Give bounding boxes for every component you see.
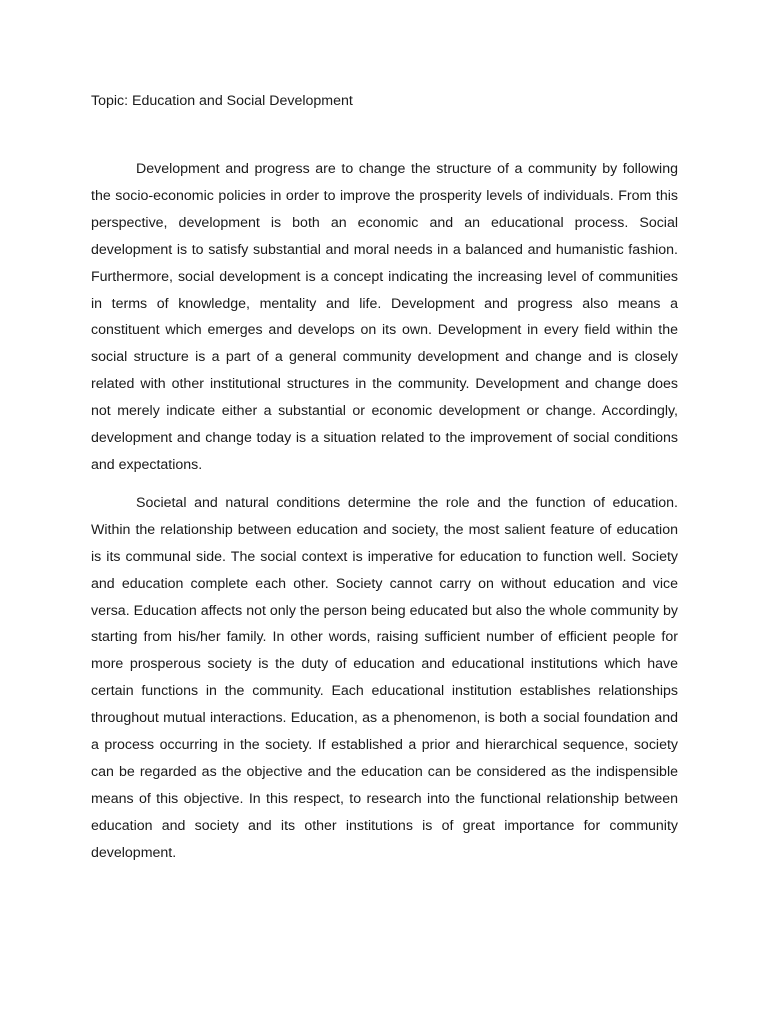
paragraph-development-and-progress: Development and progress are to change the structure of a community by following the socio-economic policies in order to improve the prosperity levels of individuals. From this perspective, development is both an economic and an educational process. Social development is to satisfy substantial and moral needs in a balanced and humanistic fashion. Furthermore, social development is a concept indicating the increasing level of communities in terms of knowledge, mentality and life. Development and progress also means a constituent which emerges and develops on its own. Development in every field within the social structure is a part of a general community development and change and is closely related with other institutional structures in the community. Development and change does not merely indicate either a substantial or economic development or change. Accordingly, development and change today is a situation related to the improvement of social conditions and expectations. (91, 161, 678, 473)
document-topic-heading: Topic: Education and Social Development (91, 93, 353, 109)
paragraph-education-and-society: Societal and natural conditions determine the role and the function of education. Within the relationship between education and society, the most salient feature of education is its communal side. The social context is imperative for education to function well. Society and education complete each other. Society cannot carry on without education and vice versa. Education affects not only the person being educated but also the whole community by starting from his/her family. In other words, raising sufficient number of efficient people for more prosperous society is the duty of education and educational institutions which have certain functions in the community. Each educational institution establishes relationships throughout mutual interactions. Education, as a phenomenon, is both a social foundation and a process occurring in the society. If established a prior and hierarchical sequence, society can be regarded as the objective and the education can be considered as the indispensible means of this objective. In this respect, to research into the functional relationship between education and society and its other institutions is of great importance for community development. (91, 494, 678, 861)
document-body (91, 156, 678, 867)
